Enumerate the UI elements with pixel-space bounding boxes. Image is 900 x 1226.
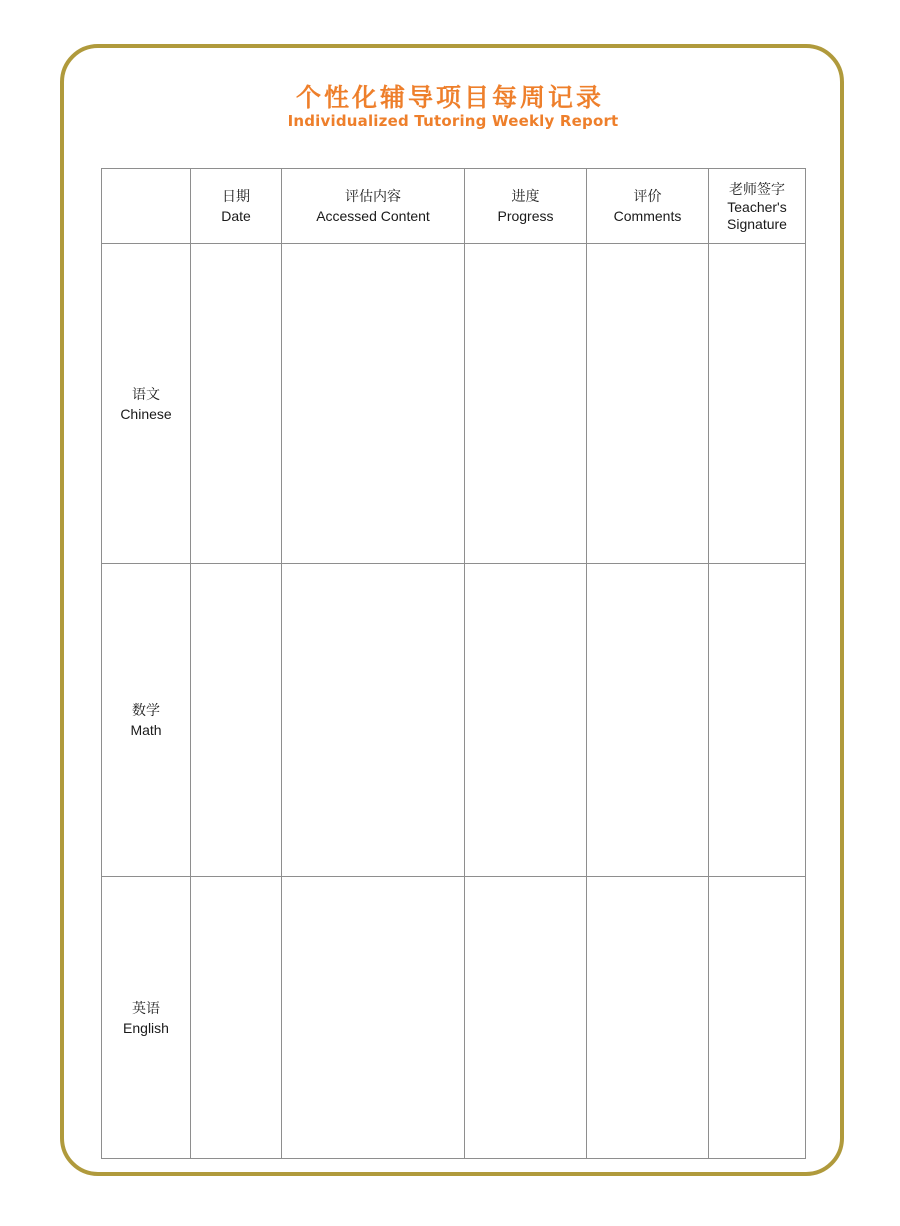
report-title-english: Individualized Tutoring Weekly Report — [287, 112, 619, 130]
subject-math-en: Math — [130, 722, 162, 738]
math-signature-cell[interactable] — [709, 564, 806, 877]
header-date — [191, 169, 282, 244]
subject-chinese-cn: 语文 — [132, 385, 160, 402]
header-comments-cn: 评价 — [633, 188, 662, 204]
table-row-chinese — [102, 244, 806, 564]
english-signature-cell[interactable] — [709, 877, 806, 1159]
header-comments — [587, 169, 709, 244]
subject-cell-english — [102, 877, 191, 1159]
subject-english-cn: 英语 — [132, 999, 160, 1016]
subject-cell-math — [102, 564, 191, 877]
header-blank-cell — [102, 169, 191, 244]
math-content-cell[interactable] — [282, 564, 465, 877]
header-signature-cn: 老师签字 — [729, 181, 785, 197]
subject-math-cn: 数学 — [132, 702, 160, 718]
weekly-report-table — [101, 168, 806, 1159]
header-progress — [465, 169, 587, 244]
math-progress-cell[interactable] — [465, 564, 587, 877]
table-row-math — [102, 564, 806, 877]
chinese-signature-cell[interactable] — [709, 244, 806, 564]
math-date-cell[interactable] — [191, 564, 282, 877]
header-date-en: Date — [221, 208, 251, 224]
subject-english-en: English — [123, 1019, 169, 1036]
header-progress-en: Progress — [497, 208, 554, 224]
subject-cell-chinese — [102, 244, 191, 564]
header-teacher-signature — [709, 169, 806, 244]
subject-chinese-en: Chinese — [120, 405, 172, 422]
header-date-cn: 日期 — [222, 188, 250, 204]
math-comments-cell[interactable] — [587, 564, 709, 877]
chinese-comments-cell[interactable] — [587, 244, 709, 564]
report-title-chinese: 个性化辅导项目每周记录 — [295, 83, 604, 112]
chinese-date-cell[interactable] — [191, 244, 282, 564]
english-progress-cell[interactable] — [465, 877, 587, 1159]
chinese-progress-cell[interactable] — [465, 244, 587, 564]
english-comments-cell[interactable] — [587, 877, 709, 1159]
english-content-cell[interactable] — [282, 877, 465, 1159]
header-signature-en-line2: Signature — [727, 216, 787, 232]
header-signature-en-line1: Teacher's — [727, 199, 787, 215]
header-content-cn: 评估内容 — [345, 188, 401, 204]
header-progress-cn: 进度 — [511, 188, 540, 204]
table-header-row — [102, 169, 806, 244]
table-row-english — [102, 877, 806, 1159]
header-content-en: Accessed Content — [316, 208, 430, 224]
english-date-cell[interactable] — [191, 877, 282, 1159]
chinese-content-cell[interactable] — [282, 244, 465, 564]
header-accessed-content — [282, 169, 465, 244]
header-comments-en: Comments — [613, 208, 682, 224]
